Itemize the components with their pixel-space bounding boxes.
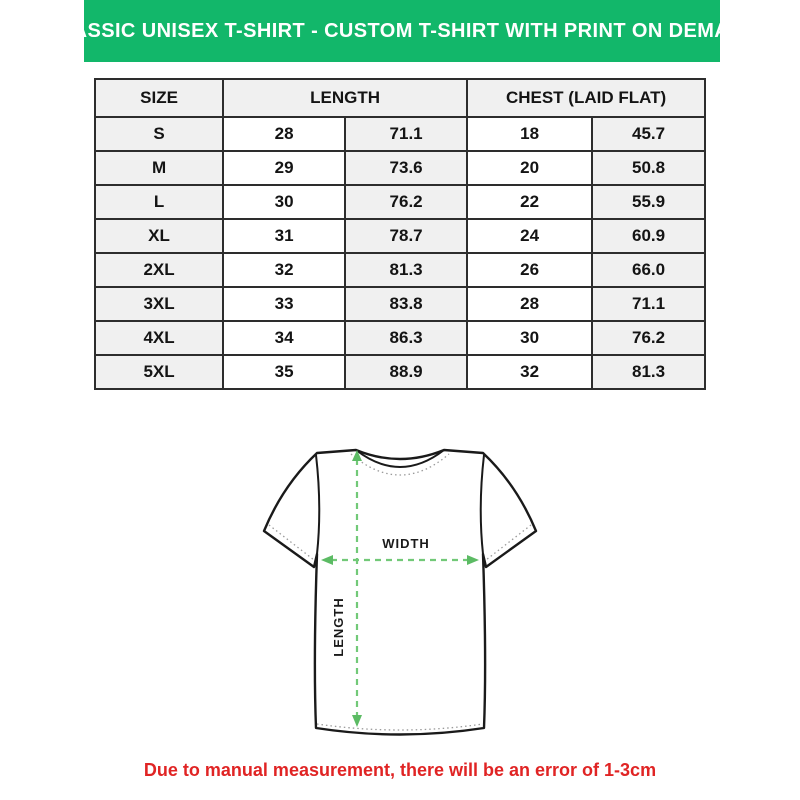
length-in-cell: 29	[223, 151, 345, 185]
length-cm-cell: 88.9	[345, 355, 467, 389]
table-row	[95, 117, 705, 151]
chest-cm-cell: 71.1	[592, 287, 705, 321]
size-table	[94, 78, 706, 390]
length-cm-cell: 81.3	[345, 253, 467, 287]
size-cell: S	[95, 117, 223, 151]
chest-in-cell: 30	[467, 321, 592, 355]
length-in-cell: 31	[223, 219, 345, 253]
size-cell: 4XL	[95, 321, 223, 355]
table-row	[95, 287, 705, 321]
tshirt-outline	[264, 450, 536, 735]
chest-cm-cell: 50.8	[592, 151, 705, 185]
table-row	[95, 185, 705, 219]
length-label: LENGTH	[331, 597, 346, 657]
size-cell: 5XL	[95, 355, 223, 389]
length-in-cell: 30	[223, 185, 345, 219]
table-row	[95, 321, 705, 355]
tshirt-illustration	[250, 437, 550, 752]
length-in-cell: 35	[223, 355, 345, 389]
measurement-error-note: Due to manual measurement, there will be an error of 1-3cm	[143, 760, 657, 780]
chest-cm-cell: 45.7	[592, 117, 705, 151]
chest-in-cell: 28	[467, 287, 592, 321]
chest-cm-cell: 81.3	[592, 355, 705, 389]
chest-in-cell: 20	[467, 151, 592, 185]
chest-cm-cell: 66.0	[592, 253, 705, 287]
length-cm-cell: 86.3	[345, 321, 467, 355]
length-cm-cell: 76.2	[345, 185, 467, 219]
length-in-cell: 33	[223, 287, 345, 321]
col-header-length: LENGTH	[223, 79, 467, 117]
table-header-row	[95, 79, 705, 117]
table-row	[95, 355, 705, 389]
size-cell: XL	[95, 219, 223, 253]
size-cell: 3XL	[95, 287, 223, 321]
length-in-cell: 32	[223, 253, 345, 287]
length-in-cell: 34	[223, 321, 345, 355]
table-row	[95, 219, 705, 253]
length-cm-cell: 83.8	[345, 287, 467, 321]
width-label: WIDTH	[382, 536, 430, 551]
col-header-size: SIZE	[95, 79, 223, 117]
table-row	[95, 151, 705, 185]
chest-in-cell: 32	[467, 355, 592, 389]
tshirt-measurement-diagram	[250, 437, 550, 752]
size-cell: 2XL	[95, 253, 223, 287]
chest-in-cell: 24	[467, 219, 592, 253]
chest-in-cell: 26	[467, 253, 592, 287]
length-cm-cell: 73.6	[345, 151, 467, 185]
chest-in-cell: 18	[467, 117, 592, 151]
chest-in-cell: 22	[467, 185, 592, 219]
chest-cm-cell: 55.9	[592, 185, 705, 219]
size-cell: M	[95, 151, 223, 185]
length-cm-cell: 71.1	[345, 117, 467, 151]
size-cell: L	[95, 185, 223, 219]
table-row	[95, 253, 705, 287]
length-cm-cell: 78.7	[345, 219, 467, 253]
title-banner	[45, 0, 759, 62]
col-header-chest: CHEST (LAID FLAT)	[467, 79, 705, 117]
length-in-cell: 28	[223, 117, 345, 151]
chest-cm-cell: 60.9	[592, 219, 705, 253]
chest-cm-cell: 76.2	[592, 321, 705, 355]
page-title: CLASSIC UNISEX T-SHIRT - CUSTOM T-SHIRT WITH PRINT ON DEMAND	[45, 19, 759, 42]
